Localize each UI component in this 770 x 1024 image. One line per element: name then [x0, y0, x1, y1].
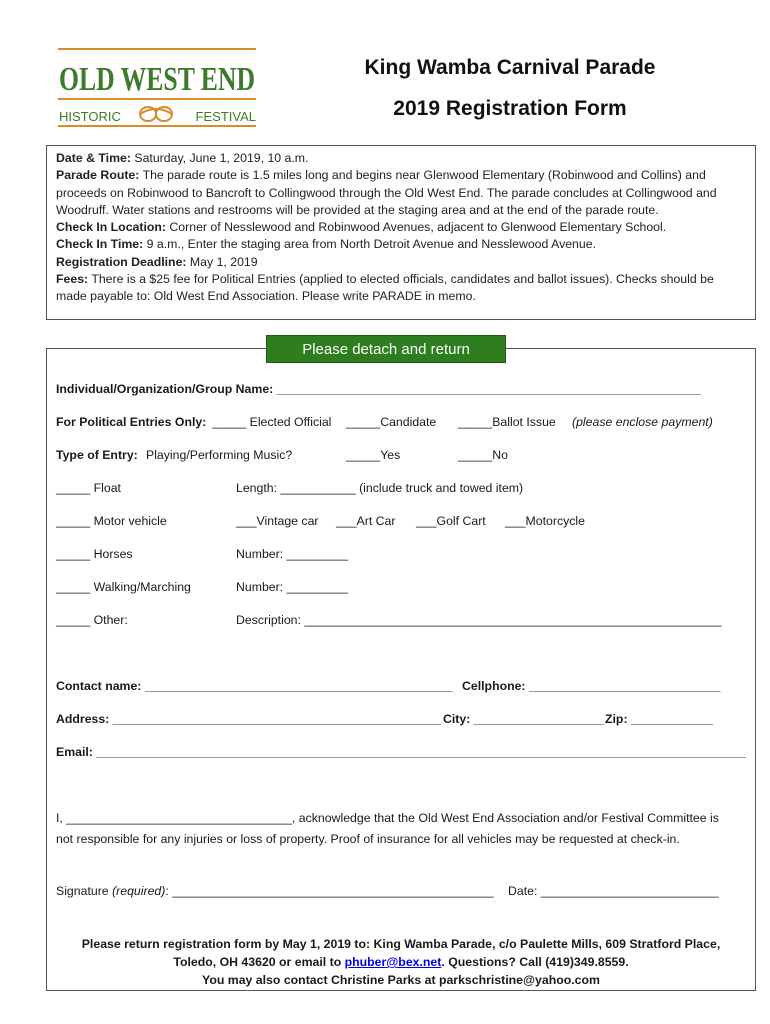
return-instructions	[46, 935, 756, 989]
vintage-car-option[interactable]: ___Vintage car	[236, 514, 319, 528]
date-field[interactable]: Date: __________________________	[508, 884, 719, 898]
golf-cart-option[interactable]: ___Golf Cart	[416, 514, 486, 528]
city-field[interactable]: City: ___________________	[443, 712, 604, 726]
type-of-entry-label: Type of Entry:	[56, 448, 138, 462]
motorcycle-option[interactable]: ___Motorcycle	[505, 514, 585, 528]
logo-festival-text: FESTIVAL	[195, 109, 256, 124]
horses-number-field[interactable]: Number: _________	[236, 547, 349, 561]
zip-field[interactable]: Zip: ____________	[605, 712, 714, 726]
candidate-option[interactable]: _____Candidate	[346, 415, 437, 429]
info-parade-route: Parade Route: The parade route is 1.5 miles long and begins near Glenwood Elementary (Robinwood and Collins) and proceeds on Robinwood to Bancroft to Collingwood through the Old West End. The parade concludes at Collingwood and Woodruff. Water stations and restrooms will be provided at the staging area and at the end of the parade route.	[56, 168, 717, 217]
motor-vehicle-option[interactable]: _____ Motor vehicle	[56, 514, 167, 528]
email-field[interactable]: Email: _______________________________________________________________________________________________	[56, 745, 747, 759]
group-name-field[interactable]: Individual/Organization/Group Name: ______________________________________________________________	[56, 382, 701, 396]
cellphone-field[interactable]: Cellphone: ____________________________	[462, 679, 721, 693]
old-west-end-logo	[56, 46, 259, 128]
political-entries-label: For Political Entries Only:	[56, 415, 207, 429]
float-option[interactable]: _____ Float	[56, 481, 121, 495]
enclose-payment-note: (please enclose payment)	[572, 415, 713, 429]
footer-line-1: Please return registration form by May 1, 2019 to: King Wamba Parade, c/o Paulette Mills, 609 Stratford Place,	[81, 937, 721, 951]
signature-field[interactable]: Signature (required): _______________________________________________	[56, 884, 494, 898]
ballot-issue-option[interactable]: _____Ballot Issue	[458, 415, 556, 429]
music-yes-option[interactable]: _____Yes	[346, 448, 401, 462]
footer-line-2: Toledo, OH 43620 or email to phuber@bex.net. Questions? Call (419)349.8559.	[173, 955, 629, 969]
address-field[interactable]: Address: ________________________________________________	[56, 712, 441, 726]
footer-line-3: You may also contact Christine Parks at parkschristine@yahoo.com	[202, 973, 600, 987]
info-registration-deadline: Registration Deadline: May 1, 2019	[56, 254, 258, 269]
elected-official-option[interactable]: _____ Elected Official	[212, 415, 332, 429]
info-check-in-location: Check In Location: Corner of Nesslewood and Robinwood Avenues, adjacent to Glenwood Elementary School.	[56, 220, 667, 235]
music-question: Playing/Performing Music?	[146, 448, 293, 462]
description-field[interactable]: Description: _____________________________________________________________	[236, 613, 722, 627]
info-fees: Fees: There is a $25 fee for Political Entries (applied to elected officials, candidates and ballot issues). Checks should be made payable to: Old West End Association. Please write PARADE in memo.	[56, 272, 714, 304]
ornament-icon	[140, 107, 172, 121]
info-date-time: Date & Time: Saturday, June 1, 2019, 10 a.m.	[56, 151, 309, 165]
info-check-in-time: Check In Time: 9 a.m., Enter the staging area from North Detroit Avenue and Nesslewood Avenue.	[56, 237, 596, 252]
horses-option[interactable]: _____ Horses	[56, 547, 133, 561]
music-no-option[interactable]: _____No	[458, 448, 508, 462]
logo-historic-text: HISTORIC	[59, 109, 121, 124]
detach-banner: Please detach and return	[266, 335, 506, 363]
art-car-option[interactable]: ___Art Car	[336, 514, 396, 528]
logo-title-text: OLD WEST END	[59, 61, 255, 98]
acknowledgement-text: I, _________________________________, acknowledge that the Old West End Association and/or Festival Committee is not responsible for any injuries or loss of property. Proof of insurance for all vehicles may be requested at check-in.	[56, 811, 719, 846]
event-info-box	[46, 145, 756, 320]
length-field[interactable]: Length: ___________ (include truck and towed item)	[236, 481, 524, 495]
walking-marching-option[interactable]: _____ Walking/Marching	[56, 580, 191, 594]
other-option[interactable]: _____ Other:	[56, 613, 128, 627]
walking-number-field[interactable]: Number: _________	[236, 580, 349, 594]
email-link[interactable]: phuber@bex.net	[344, 955, 442, 969]
page-title: King Wamba Carnival Parade	[364, 56, 656, 79]
contact-name-field[interactable]: Contact name: _____________________________________________	[56, 679, 453, 693]
page-subtitle: 2019 Registration Form	[393, 97, 627, 120]
